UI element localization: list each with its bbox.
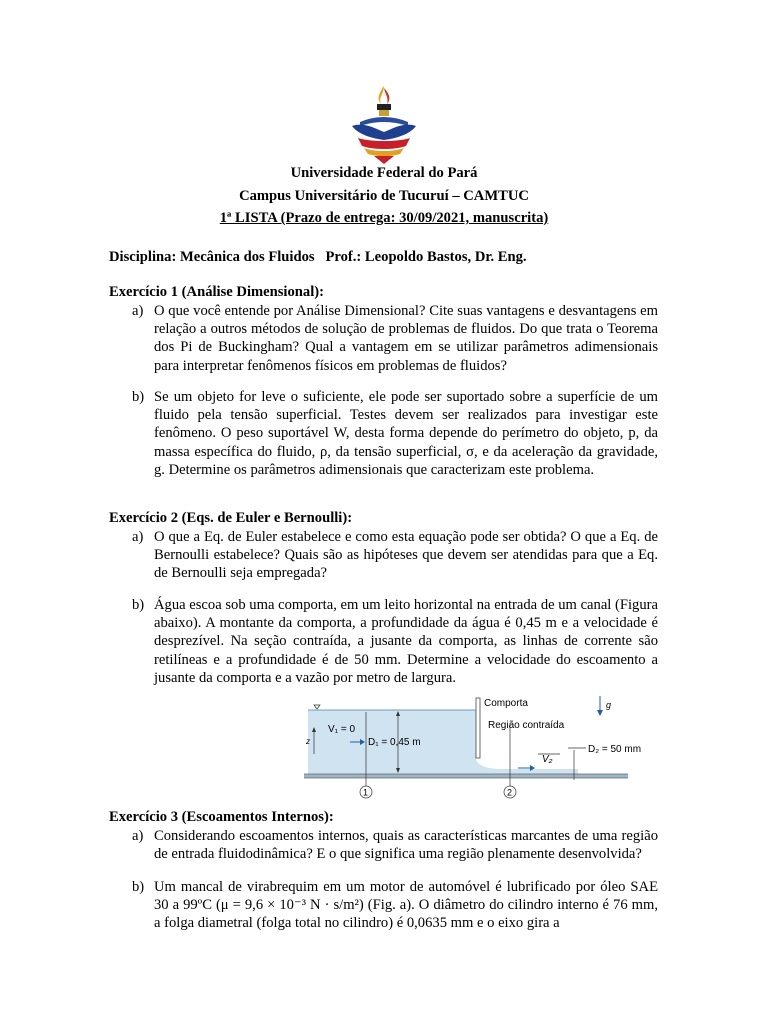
exercise-3b-label: b)	[132, 879, 145, 895]
exercise-1a-text: O que você entende por Análise Dimensional? Cite suas vantagens e desvantagens em relação a outros métodos de solução de problemas de fluidos. Do que trata o Teorema dos Pi de Buckingham? Qual a vantagem em se utilizar parâmetros adimensionais para interpretar fenômenos físicos em problemas de fluidos?	[154, 303, 658, 374]
v1-label: V₁ = 0	[328, 724, 356, 735]
sluice-gate-figure	[298, 694, 642, 804]
university-name: Universidade Federal do Pará	[290, 165, 478, 181]
comporta-label: Comporta	[484, 698, 528, 709]
section-1-label: 1	[363, 787, 369, 798]
gate	[476, 698, 480, 758]
exercise-2a-label: a)	[132, 529, 144, 545]
z-label: z	[306, 737, 310, 746]
list-title: 1ª LISTA (Prazo de entrega: 30/09/2021, manuscrita)	[219, 210, 549, 226]
exercise-1b-text: Se um objeto for leve o suficiente, ele pode ser suportado sobre a superfície de um fluido pela tensão superficial. Testes devem ser realizados para investigar este fenômeno. O peso suportável W, desta forma depende do perímetro do objeto, p, da massa específica do fluido, ρ, da tensão superficial, σ, e da aceleração da gravidade, g. Determine os parâmetros adimensionais que caracterizam este problema.	[154, 389, 658, 478]
d1-label: D₁ = 0,45 m	[368, 737, 421, 748]
exercise-2b-text: Água escoa sob uma comporta, em um leito horizontal na entrada de um canal (Figura abaixo). A montante da comporta, a profundidade da água é 0,45 m e a velocidade é desprezível. Na seção contraída, a jusante da comporta, as linhas de corrente são retilíneas e a profundidade é de 50 mm. Determine a velocidade do escoamento a jusante da comporta e a vazão por metro de largura.	[154, 597, 658, 686]
exercise-1b-label: b)	[132, 389, 145, 405]
regiao-label: Região contraída	[488, 720, 565, 731]
exercise-3-title: Exercício 3 (Escoamentos Internos):	[109, 809, 334, 825]
course-info: Disciplina: Mecânica dos Fluidos Prof.: Leopoldo Bastos, Dr. Eng.	[109, 249, 527, 265]
exercise-3b-text: Um mancal de virabrequim em um motor de automóvel é lubrificado por óleo SAE 30 a 99ºC (μ = 9,6 × 10⁻³ N · s/m²) (Fig. a). O diâmetro do cilindro interno é 76 mm, a folga diametral (folga total no cilindro) é 0,0635 mm e o eixo gira a	[154, 879, 658, 932]
exercise-2b-label: b)	[132, 597, 145, 613]
university-logo	[344, 82, 424, 166]
exercise-3a-text: Considerando escoamentos internos, quais as características marcantes de uma região de entrada fluidodinâmica? E o que significa uma região plenamente desenvolvida?	[154, 828, 658, 863]
d2-label: D₂ = 50 mm	[588, 744, 642, 755]
exercise-1-title: Exercício 1 (Análise Dimensional):	[109, 284, 324, 300]
g-label: g	[606, 700, 612, 710]
exercise-2-title: Exercício 2 (Eqs. de Euler e Bernoulli):	[109, 510, 353, 526]
exercise-3a-label: a)	[132, 828, 144, 844]
v2-label: V₂	[542, 754, 553, 765]
exercise-2a-text: O que a Eq. de Euler estabelece e como esta equação pode ser obtida? O que a Eq. de Bernoulli estabelece? Quais são as hipóteses que devem ser atendidas para que a Eq. de Bernoulli seja empregada?	[154, 529, 658, 582]
exercise-1a-label: a)	[132, 303, 144, 319]
section-2-label: 2	[507, 787, 513, 798]
campus-name: Campus Universitário de Tucuruí – CAMTUC	[239, 188, 529, 204]
channel-bed	[304, 774, 628, 778]
